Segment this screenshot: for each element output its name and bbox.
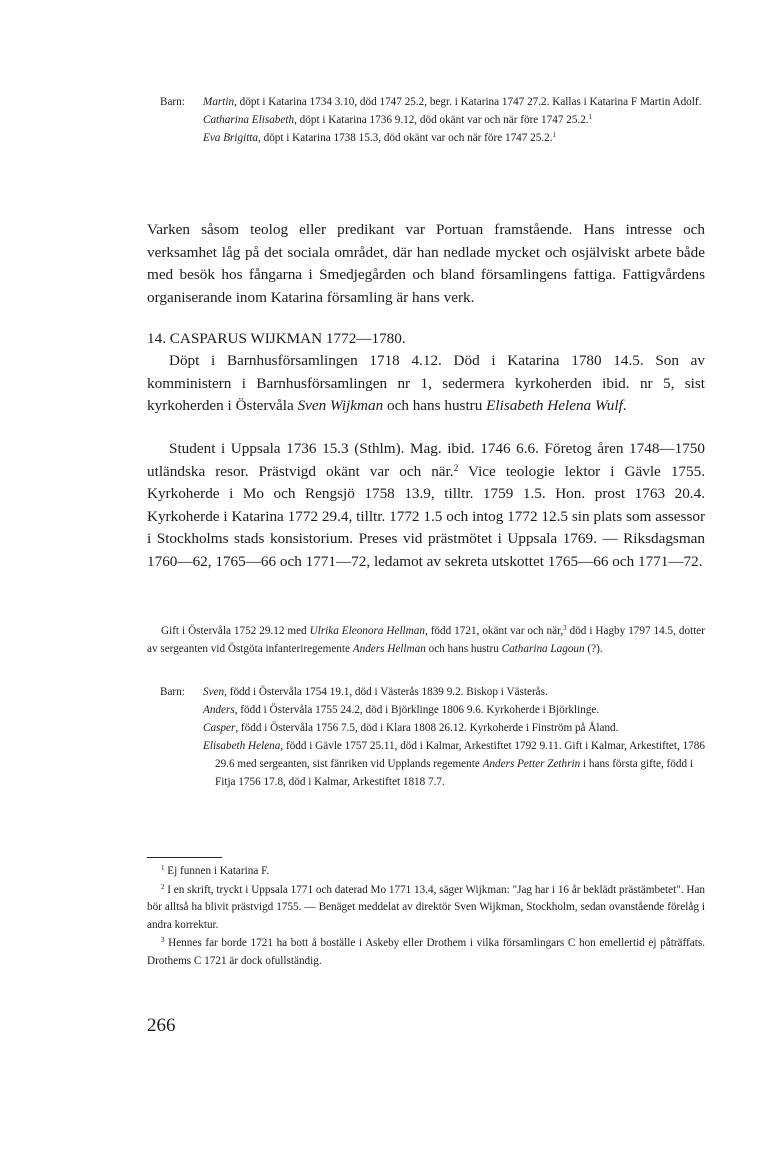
child-entry — [160, 683, 705, 701]
children-label: Barn: — [160, 96, 185, 108]
paragraph-text: Varken såsom teolog eller predikant var Portuan framstående. Hans intresse och verksamhet låg på det sociala området, där han nedlade mycket och osjälviskt arbete både med besök hos fångarna i Smedjegården och bland församlingens fattiga. Fattigvårdens organiserande inom Katarina församling är hans verk. — [147, 221, 705, 306]
child-name: Catharina Elisabeth — [203, 114, 295, 126]
marriage-text: och hans hustru — [425, 643, 502, 655]
child-entry — [160, 701, 705, 719]
birth-paragraph — [147, 350, 705, 418]
child-name: Sven — [203, 686, 225, 698]
entry-heading-text: 14. CASPARUS WIJKMAN 1772—1780. — [147, 330, 406, 347]
children-list-portuan — [160, 93, 705, 147]
children-label: Barn: — [160, 686, 185, 698]
father-name: Sven Wijkman — [297, 397, 384, 414]
footnotes — [147, 863, 705, 971]
child-entry — [160, 129, 705, 147]
paragraph-text: . — [622, 397, 627, 414]
child-details: , född i Gävle 1757 25.11, död i Kalmar, Arkestiftet 1792 9.11. Gift i Kalmar, Arkestiftet, 1786 29.6 med sergeanten, sist fänriken vid Upplands regemente — [215, 740, 705, 770]
child-entry — [160, 111, 705, 129]
footnote-text: Hennes far borde 1721 ha bott å boställe i Askeby eller Drothem i vilka församlingars C hon emellertid ej påträffats. Drothems C 1721 är dock ofullständig. — [147, 937, 705, 967]
page-number: 266 — [147, 1015, 176, 1036]
footnote-number: 2 — [161, 882, 165, 891]
footnote — [147, 863, 705, 881]
paragraph-text: och hans hustru — [383, 397, 487, 414]
footnote-number: 3 — [161, 936, 165, 945]
child-name: Elisabeth Helena — [203, 740, 281, 752]
child-details: i hans första gifte, född i Fitja 1756 17.8, död i Kalmar, Arkestiftet 1818 7.7. — [215, 758, 693, 788]
child-name: Martin — [203, 96, 235, 108]
child-entry — [160, 719, 705, 737]
child-details: , född i Östervåla 1754 19.1, död i Västerås 1839 9.2. Biskop i Västerås. — [224, 686, 548, 698]
footnote — [147, 935, 705, 970]
child-details: , född i Östervåla 1755 24.2, död i Björklinge 1806 9.6. Kyrkoherde i Björklinge. — [234, 704, 600, 716]
footnote — [147, 882, 705, 935]
child-entry — [160, 737, 705, 791]
footnote-ref: 3 — [563, 624, 567, 633]
child-details: , döpt i Katarina 1738 15.3, död okänt var och när före 1747 25.2. — [258, 132, 553, 144]
footnote-text: Ej funnen i Katarina F. — [167, 865, 270, 877]
footnote-ref: 1 — [552, 131, 557, 140]
child-spouse-name: Anders Petter Zethrin — [482, 758, 581, 770]
paragraph-text: Döpt i Barnhusförsamlingen 1718 4.12. Död i Katarina 1780 14.5. Son av komministern i Barnhusförsamlingen nr 1, sedermera kyrkoherden ibid. nr 5, sist kyrkoherden i Östervåla — [147, 352, 705, 414]
child-name: Eva Brigitta — [203, 132, 258, 144]
child-details: , född i Östervåla 1756 7.5, död i Klara 1808 26.12. Kyrkoherde i Finström på Åland. — [235, 722, 619, 734]
paragraph-text: Student i Uppsala 1736 15.3 (Sthlm). Mag. ibid. 1746 6.6. Företog åren 1748—1750 utländska resor. Prästvigd okänt var och när. — [147, 440, 705, 480]
marriage-text: död i Hagby 1797 14.5, dotter av sergeanten vid Östgöta infanteriregemente — [147, 625, 705, 655]
child-details: , döpt i Katarina 1736 9.12, död okänt var och när före 1747 25.2. — [294, 114, 589, 126]
paragraph-text: Vice teologie lektor i Gävle 1755. Kyrkoherde i Mo och Rengsjö 1758 13.9, tilltr. 1759 1.5. Hon. prost 1763 20.4. Kyrkoherde i Katarina 1772 29.4, tilltr. 1772 1.5 och intog 1772 12.5 sin plats som assessor i Stockholms stads konsistorium. Preses vid prästmötet i Uppsala 1769. — Riksdagsman 1760—62, 1765—66 och 1771—72, ledamot av sekreta utskottet 1765—66 och 1771—72. — [147, 462, 705, 570]
spouse-name: Ulrika Eleonora Hellman — [309, 625, 425, 637]
footnote-divider — [147, 857, 222, 858]
children-list-wijkman — [160, 683, 705, 791]
mother-in-law-name: Catharina Lagoun — [501, 643, 585, 655]
footnote-text: I en skrift, tryckt i Uppsala 1771 och daterad Mo 1771 13.4, säger Wijkman: "Jag har i 16 år beklädt prästämbetet". Han bör alltså ha blivit prästvigd 1755. — Benäget meddelat av direktör Sven Wijkman, Stockholm, sedan ovanstående förelåg i andra korrektur. — [147, 883, 706, 931]
career-paragraph — [147, 438, 705, 573]
child-name: Casper — [203, 722, 236, 734]
marriage-text: (?). — [584, 643, 603, 655]
footnote-number: 1 — [161, 864, 165, 873]
father-in-law-name: Anders Hellman — [352, 643, 426, 655]
child-details: , döpt i Katarina 1734 3.10, död 1747 25.2, begr. i Katarina 1747 27.2. Kallas i Katarina F Martin Adolf. — [234, 96, 702, 108]
portuan-summary-paragraph — [147, 219, 705, 309]
mother-name: Elisabeth Helena Wulf — [486, 397, 623, 414]
marriage-paragraph — [147, 622, 705, 658]
footnote-ref: 1 — [588, 113, 593, 122]
marriage-text: , född 1721, okänt var och när, — [424, 625, 564, 637]
child-name: Anders — [203, 704, 235, 716]
child-entry — [160, 93, 705, 111]
marriage-text: Gift i Östervåla 1752 29.12 med — [161, 625, 310, 637]
entry-heading — [147, 328, 705, 351]
footnote-ref: 2 — [453, 463, 459, 474]
